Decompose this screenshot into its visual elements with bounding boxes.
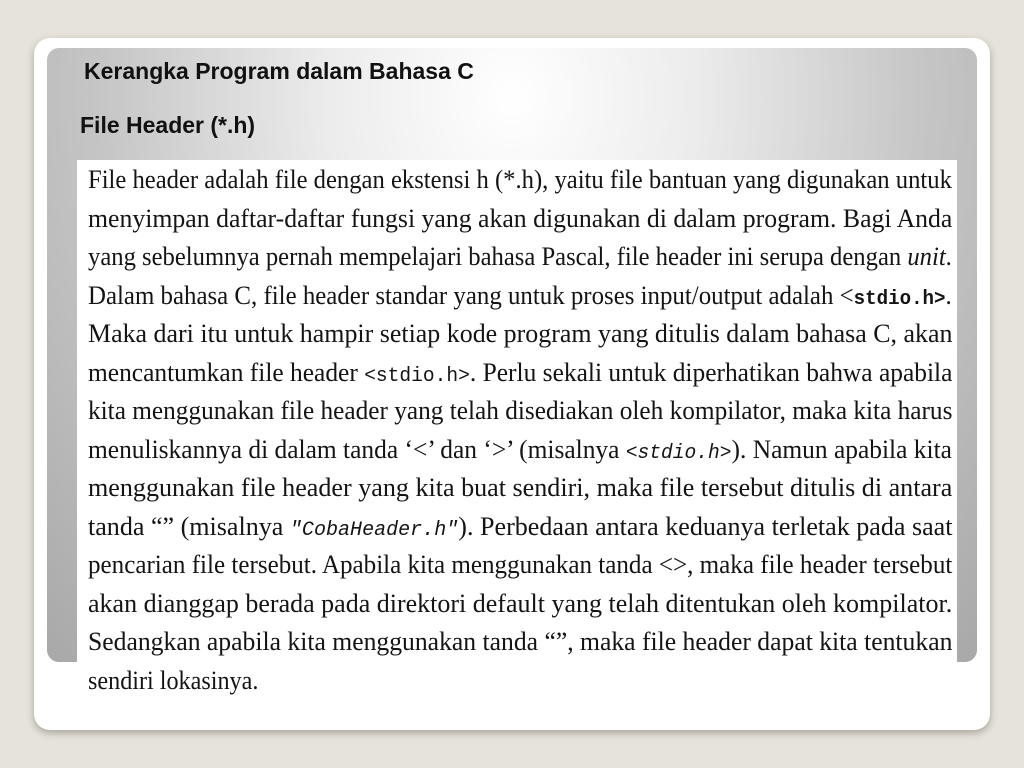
slide-subtitle: File Header (*.h) [80, 112, 256, 138]
paragraph-line [88, 589, 952, 619]
paragraph-segment: menuliskannya di dalam tanda ‘<’ dan ‘>’ (misalnya [88, 434, 626, 464]
paragraph-segment: ). Perbedaan antara keduanya terletak pada saat [458, 511, 953, 541]
paragraph-segment: . [945, 242, 952, 271]
paragraph-line [88, 319, 952, 349]
paragraph-segment: akan dianggap berada pada direktori default yang telah ditentukan oleh kompilator. [88, 588, 953, 618]
paragraph-segment: menyimpan daftar-daftar fungsi yang akan digunakan di dalam program. Bagi Anda [88, 203, 953, 233]
paragraph-segment: . [945, 280, 952, 310]
paragraph-line [88, 512, 952, 546]
paragraph-segment: yang sebelumnya pernah mempelajari bahasa Pascal, file header ini serupa dengan [88, 242, 908, 271]
paragraph-line [88, 396, 952, 426]
paragraph-line [88, 550, 952, 580]
paragraph-line [88, 435, 952, 469]
paragraph-line [88, 165, 952, 195]
paragraph-line [88, 242, 952, 272]
paragraph-segment: sendiri lokasinya. [88, 665, 259, 695]
paragraph-segment: menggunakan file header yang kita buat sendiri, maka file tersebut ditulis di antara [88, 473, 953, 502]
paragraph-segment: tanda “” (misalnya [88, 511, 290, 541]
paragraph-segment: mencantumkan file header [88, 357, 365, 387]
paragraph-segment: File header adalah file dengan ekstensi h (*.h), yaitu file bantuan yang digunakan untuk [88, 165, 952, 194]
paragraph-line [88, 358, 952, 392]
paragraph-line [88, 204, 952, 234]
paragraph-line [88, 666, 258, 696]
paragraph-segment: pencarian file tersebut. Apabila kita menggunakan tanda <>, maka file header tersebut [88, 550, 953, 579]
paragraph-segment: "CobaHeader.h" [289, 518, 459, 542]
paragraph-segment: unit [907, 242, 946, 271]
paragraph-segment: ). Namun apabila kita [731, 434, 952, 464]
paragraph-segment: <stdio.h> [625, 441, 732, 465]
paragraph-line [88, 627, 952, 657]
paragraph-segment: . Perlu sekali untuk diperhatikan bahwa apabila [469, 357, 953, 387]
paragraph-segment: <stdio.h> [364, 364, 470, 388]
paragraph-segment: stdio.h> [853, 287, 946, 311]
paragraph-segment: Sedangkan apabila kita menggunakan tanda “”, maka file header dapat kita tentukan [88, 627, 953, 656]
paragraph-segment: kita menggunakan file header yang telah disediakan oleh kompilator, maka kita harus [88, 396, 953, 425]
paragraph-segment: Maka dari itu untuk hampir setiap kode program yang ditulis dalam bahasa C, akan [88, 319, 953, 348]
paragraph-line [88, 281, 952, 315]
paragraph-segment: Dalam bahasa C, file header standar yang untuk proses input/output adalah < [88, 280, 854, 310]
paragraph-text-image [77, 160, 957, 700]
paragraph-line [88, 473, 952, 503]
slide-title: Kerangka Program dalam Bahasa C [84, 58, 474, 84]
